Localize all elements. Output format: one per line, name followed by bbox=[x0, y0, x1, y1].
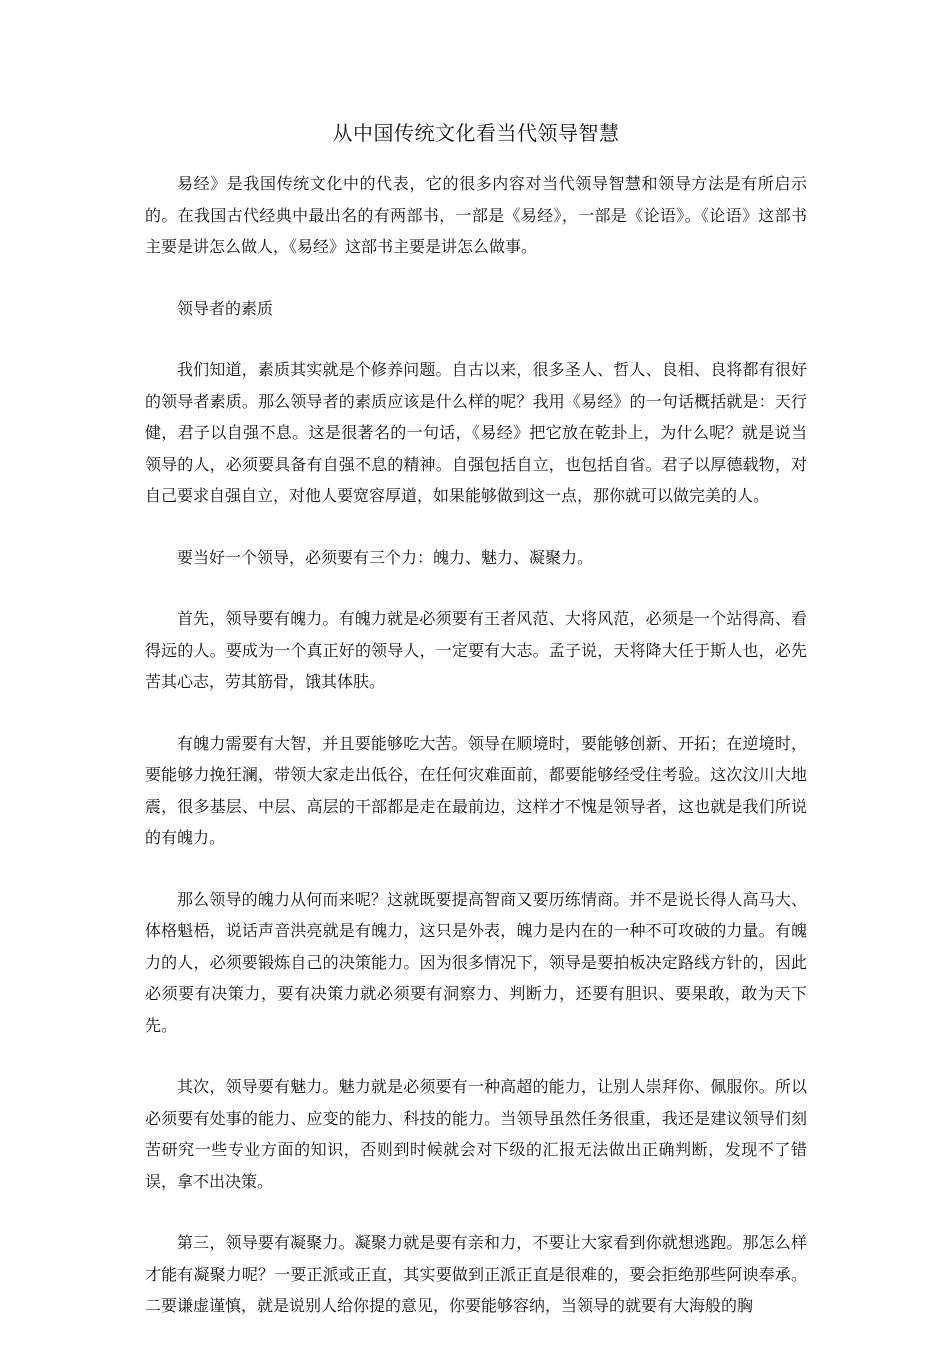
document-page bbox=[145, 118, 807, 1352]
paragraph-charisma: 其次，领导要有魅力。魅力就是必须要有一种高超的能力，让别人崇拜你、佩服你。所以必须要有处事的能力、应变的能力、科技的能力。当领导虽然任务很重，我还是建议领导们刻苦研究一些专业方面的知识，否则到时候就会对下级的汇报无法做出正确判断，发现不了错误，拿不出决策。 bbox=[145, 1077, 807, 1191]
paragraph-qualities: 我们知道，素质其实就是个修养问题。自古以来，很多圣人、哲人、良相、良将都有很好的领导者素质。那么领导者的素质应该是什么样的呢？我用《易经》的一句话概括就是：天行健，君子以自强不息。这是很著名的一句话，《易经》把它放在乾卦上，为什么呢？就是说当领导的人，必须要具备有自强不息的精神。自强包括自立，也包括自省。君子以厚德载物，对自己要求自强自立，对他人要宽容厚道，如果能够做到这一点，那你就可以做完美的人。 bbox=[145, 360, 807, 505]
paragraph-three-powers: 要当好一个领导，必须要有三个力：魄力、魅力、凝聚力。 bbox=[177, 547, 594, 567]
paragraph-intro: 易经》是我国传统文化中的代表，它的很多内容对当代领导智慧和领导方法是有所启示的。在我国古代经典中最出名的有两部书，一部是《易经》，一部是《论语》。《论语》这部书主要是讲怎么做人，《易经》这部书主要是讲怎么做事。 bbox=[145, 174, 807, 256]
paragraph-boldness-wisdom: 有魄力需要有大智，并且要能够吃大苦。领导在顺境时，要能够创新、开拓；在逆境时，要能够力挽狂澜，带领大家走出低谷，在任何灾难面前，都要能够经受住考验。这次汶川大地震，很多基层、中层、高层的干部都是走在最前边，这样才不愧是领导者，这也就是我们所说的有魄力。 bbox=[145, 733, 807, 847]
section-heading-leader-qualities: 领导者的素质 bbox=[177, 298, 274, 318]
document-title: 从中国传统文化看当代领导智慧 bbox=[332, 121, 620, 145]
paragraph-cohesion: 第三，领导要有凝聚力。凝聚力就是要有亲和力，不要让大家看到你就想逃跑。那怎么样才能有凝聚力呢？一要正派或正直，其实要做到正派正直是很难的，要会拒绝那些阿谀奉承。二要谦虚谨慎，就是说别人给你提的意见，你要能够容纳，当领导的就要有大海般的胸 bbox=[145, 1233, 807, 1315]
paragraph-boldness-source: 那么领导的魄力从何而来呢？这就既要提高智商又要历练情商。并不是说长得人高马大、体格魁梧，说话声音洪亮就是有魄力，这只是外表，魄力是内在的一种不可攻破的力量。有魄力的人，必须要锻炼自己的决策能力。因为很多情况下，领导是要拍板决定路线方针的，因此必须要有决策力，要有决策力就必须要有洞察力、判断力，还要有胆识、要果敢，敢为天下先。 bbox=[145, 889, 807, 1035]
paragraph-boldness: 首先，领导要有魄力。有魄力就是必须要有王者风范、大将风范，必须是一个站得高、看得远的人。要成为一个真正好的领导人，一定要有大志。孟子说，天将降大任于斯人也，必先苦其心志，劳其筋骨，饿其体肤。 bbox=[145, 609, 807, 691]
